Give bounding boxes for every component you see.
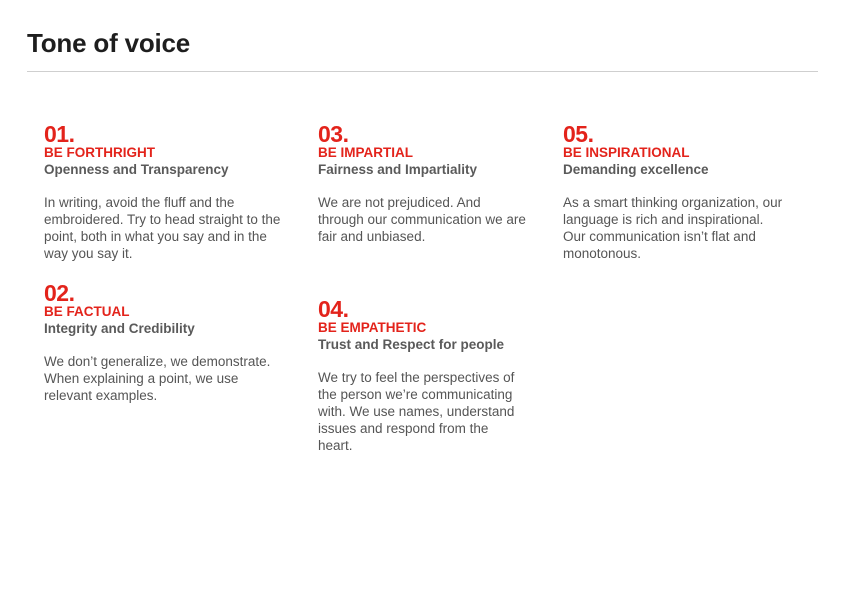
principle-body: We try to feel the perspectives of the person we’re communicating with. We use names, understand issues and respond from the heart.: [318, 370, 515, 453]
principle-heading: BE EMPATHETIC: [318, 320, 427, 335]
principle-heading: BE FACTUAL: [44, 304, 130, 319]
principle-heading: BE FORTHRIGHT: [44, 145, 155, 160]
principle-subheading: Integrity and Credibility: [44, 321, 195, 336]
principle-body: We are not prejudiced. And through our communication we are fair and unbiased.: [318, 195, 526, 244]
principle-subheading: Openness and Transparency: [44, 162, 229, 177]
principle-heading: BE IMPARTIAL: [318, 145, 413, 160]
principle-body: As a smart thinking organization, our language is rich and inspirational. Our communication isn’t flat and monotonous.: [563, 195, 783, 261]
page-title: Tone of voice: [27, 28, 191, 58]
principle-impartial: [318, 122, 528, 245]
principle-number: 02.: [44, 280, 75, 306]
principle-subheading: Demanding excellence: [563, 162, 709, 177]
principle-number: 04.: [318, 296, 349, 322]
principle-number: 01.: [44, 121, 75, 147]
principle-number: 05.: [563, 121, 594, 147]
principle-subheading: Trust and Respect for people: [318, 337, 505, 352]
principle-subheading: Fairness and Impartiality: [318, 162, 478, 177]
principle-inspirational: [563, 122, 783, 262]
principle-empathetic: [318, 297, 523, 454]
principle-body: In writing, avoid the fluff and the embroidered. Try to head straight to the point, both in what you say and in the way you say it.: [44, 195, 281, 261]
principle-heading: BE INSPIRATIONAL: [563, 145, 690, 160]
principle-body: We don’t generalize, we demonstrate. When explaining a point, we use relevant examples.: [44, 354, 271, 403]
principle-number: 03.: [318, 121, 349, 147]
principle-factual: [44, 281, 289, 404]
principle-forthright: [44, 122, 284, 262]
title-divider: [27, 71, 818, 72]
